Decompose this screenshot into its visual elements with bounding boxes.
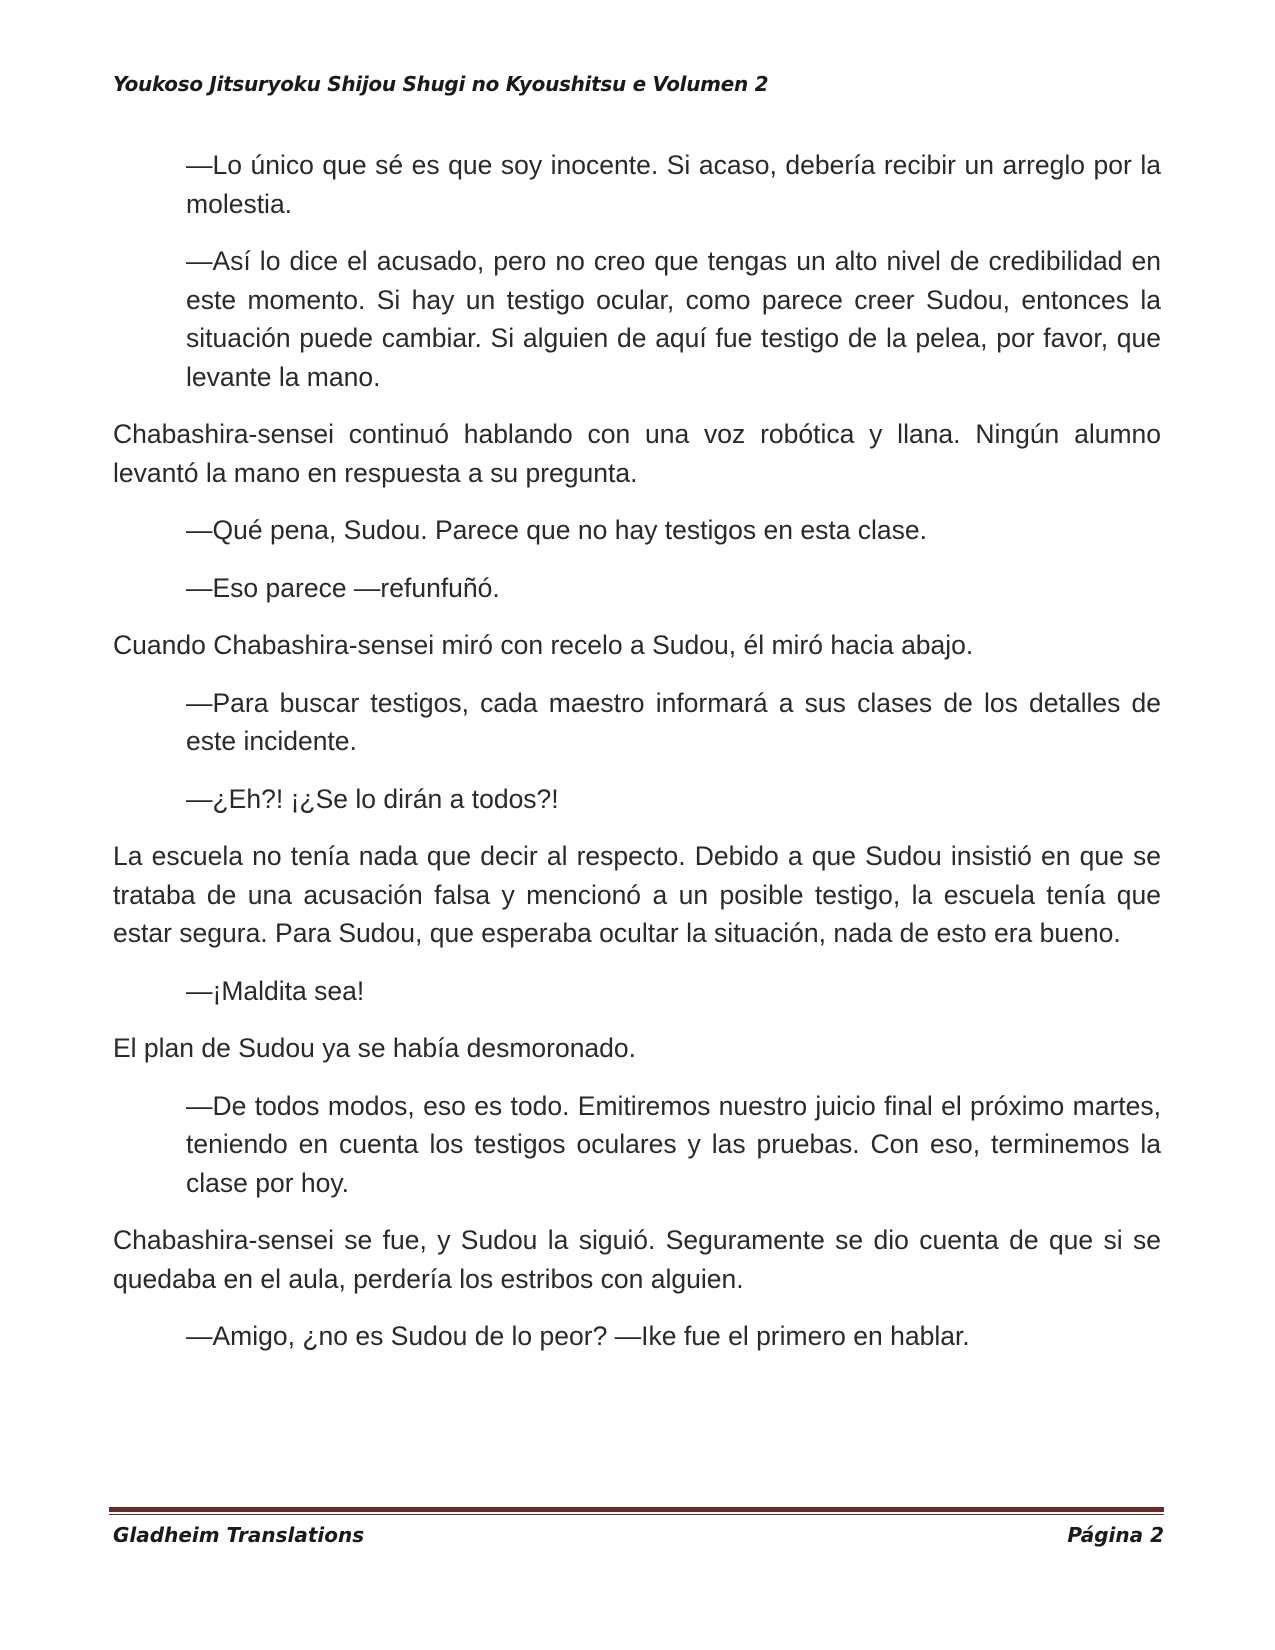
- footer-divider-thin: [109, 1514, 1164, 1515]
- paragraph-dialogue: —Para buscar testigos, cada maestro informará a sus clases de los detalles de este incidente.: [186, 687, 1161, 756]
- paragraph-dialogue: —Así lo dice el acusado, pero no creo que tengas un alto nivel de credibilidad en este momento. Si hay un testigo ocular, como parece creer Sudou, entonces la situación puede cambiar. Si alguien de aquí fue testigo de la pelea, por favor, que levante la mano.: [186, 246, 1161, 392]
- paragraph-dialogue: —¿Eh?! ¡¿Se lo dirán a todos?!: [186, 783, 559, 814]
- footer-credit: Gladheim Translations: [113, 1523, 365, 1547]
- page-body: [113, 146, 1161, 1375]
- footer-divider: [109, 1507, 1164, 1512]
- paragraph-narration: Cuando Chabashira-sensei miró con recelo a Sudou, él miró hacia abajo.: [113, 630, 974, 660]
- paragraph-dialogue: —De todos modos, eso es todo. Emitiremos nuestro juicio final el próximo martes, teniendo en cuenta los testigos oculares y las pruebas. Con eso, terminemos la clase por hoy.: [186, 1090, 1161, 1198]
- paragraph-narration: La escuela no tenía nada que decir al respecto. Debido a que Sudou insistió en que se trataba de una acusación falsa y mencionó a un posible testigo, la escuela tenía que estar segura. Para Sudou, que esperaba ocultar la situación, nada de esto era bueno.: [113, 841, 1161, 948]
- paragraph-dialogue: —Eso parece —refunfuñó.: [186, 572, 500, 603]
- paragraph-dialogue: —Amigo, ¿no es Sudou de lo peor? —Ike fue el primero en hablar.: [186, 1321, 970, 1351]
- paragraph-narration: Chabashira-sensei continuó hablando con una voz robótica y llana. Ningún alumno levantó la mano en respuesta a su pregunta.: [113, 419, 1161, 488]
- page-number: Página 2: [1067, 1523, 1164, 1547]
- paragraph-dialogue: —¡Maldita sea!: [186, 975, 365, 1006]
- paragraph-narration: El plan de Sudou ya se había desmoronado.: [113, 1033, 637, 1063]
- page-header-title: Youkoso Jitsuryoku Shijou Shugi no Kyoushitsu e Volumen 2: [113, 72, 769, 96]
- paragraph-dialogue: —Lo único que sé es que soy inocente. Si acaso, debería recibir un arreglo por la molestia.: [186, 150, 1161, 219]
- paragraph-narration: Chabashira-sensei se fue, y Sudou la siguió. Seguramente se dio cuenta de que si se quedaba en el aula, perdería los estribos con alguien.: [113, 1225, 1161, 1294]
- paragraph-dialogue: —Qué pena, Sudou. Parece que no hay testigos en esta clase.: [186, 515, 928, 545]
